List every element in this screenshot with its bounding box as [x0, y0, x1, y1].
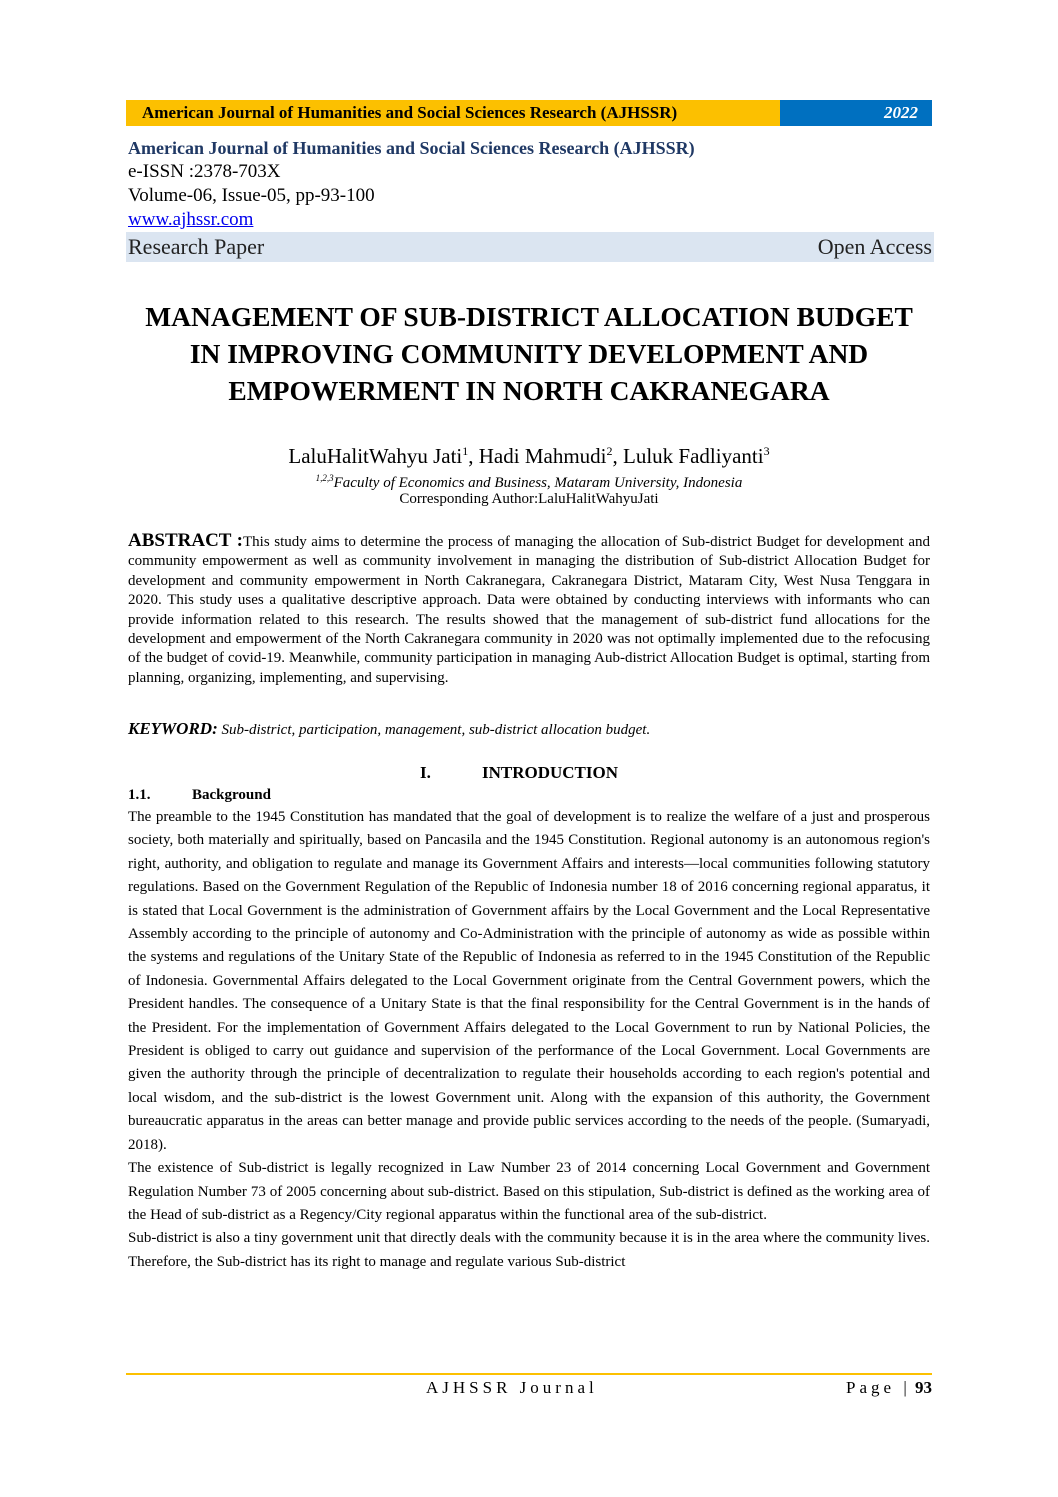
author-separator: ,	[612, 444, 623, 468]
paper-title	[100, 298, 958, 409]
section-number: I.	[420, 763, 431, 782]
keywords-text: Sub-district, participation, management, sub-district allocation budget.	[217, 722, 651, 738]
section-title: INTRODUCTION	[482, 763, 619, 782]
paragraph: The existence of Sub-district is legally recognized in Law Number 23 of 2014 concerning Local Government and Government Regulation Number 73 of 2005 concerning about sub-district. Based on this stipulation, Sub-district is defined as the working area of the Head of sub-district as a Regency/City regional apparatus within the functional area of the sub-district.	[128, 1160, 930, 1223]
keywords	[128, 719, 930, 740]
journal-volume: Volume-06, Issue-05, pp-93-100	[128, 185, 375, 206]
journal-info	[128, 136, 695, 232]
author-affil-sup: 3	[763, 444, 770, 458]
section-heading	[420, 763, 618, 783]
header-band	[126, 100, 932, 126]
author-name: Luluk Fadliyanti	[623, 444, 764, 468]
access-label: Open Access	[817, 234, 932, 259]
abstract	[128, 531, 930, 688]
journal-title: American Journal of Humanities and Social Sciences Research (AJHSSR)	[128, 138, 695, 158]
author-name: LaluHalitWahyu Jati	[288, 444, 463, 468]
subsection-title: Background	[192, 787, 271, 803]
journal-issn: e-ISSN :2378-703X	[128, 161, 281, 182]
keywords-label: KEYWORD:	[128, 719, 218, 738]
page-footer	[126, 1377, 932, 1399]
article-type-bar	[126, 232, 934, 262]
author-separator: ,	[468, 444, 479, 468]
author-affil-sup: 1	[462, 444, 469, 458]
paragraph: The preamble to the 1945 Constitution has mandated that the goal of development is to realize the welfare of a just and prosperous society, both materially and spiritually, based on Pancasila and the 1945 Constitution. Regional autonomy is an autonomous region's right, authority, and obligation to regulate and manage its Government Affairs and interests—local communities following statutory regulations. Based on the Government Regulation of the Republic of Indonesia number 18 of 2016 concerning regional apparatus, it is stated that Local Government is the administration of Government affairs by the Local Government and the Local Representative Assembly according to the principle of autonomy and Co-Administration with the principle of autonomy as wide as possible within the systems and regulations of the Unitary State of the Republic of Indonesia as referred to in the 1945 Constitution of the Republic of Indonesia. Governmental Affairs delegated to the Local Government originate from the Central Government powers, which the President handles. The consequence of a Unitary State is that the final responsibility for the Central Government is in the hands of the President. For the implementation of Government Affairs delegated to the Local Government to run by National Policies, the President is obliged to carry out guidance and supervision of the performance of the Local Government. Local Governments are given the authority through the principle of decentralization to regulate their households according to each region's potential and local wisdom, and the sub-district is the lowest Government unit. Along with the expansion of this authority, the Government bureaucratic apparatus in the areas can better manage and provide public services according to the needs of the people. (Sumaryadi, 2018).	[128, 809, 930, 1153]
paragraph: Sub-district is also a tiny government unit that directly deals with the community because it is in the area where the community lives. Therefore, the Sub-district has its right to manage and regulate various Sub-district	[128, 1230, 930, 1270]
title-line: EMPOWERMENT IN NORTH CAKRANEGARA	[228, 375, 830, 406]
abstract-text: This study aims to determine the process of managing the allocation of Sub-district Budget for development and community empowerment as well as community involvement in managing the distribution of Sub-district Allocation Budget for development and community empowerment in North Cakranegara, Cakranegara District, Mataram City, West Nusa Tenggara in 2020. This study uses a qualitative descriptive approach. Data were obtained by conducting interviews with informants who can provide information related to this research. The results showed that the management of sub-district fund allocations for the development and empowerment of the North Cakranegara community in 2020 was not optimally implemented due to the refocusing of the budget of covid-19. Meanwhile, community participation in managing Aub-district Allocation Budget is optimal, starting from planning, organizing, implementing, and supervising.	[128, 534, 930, 686]
journal-website-link[interactable]: www.ajhssr.com	[128, 209, 254, 230]
body-text	[128, 806, 930, 1274]
header-year: 2022	[780, 100, 932, 126]
corresponding-author: Corresponding Author:LaluHalitWahyuJati	[399, 491, 659, 507]
footer-page-number: 93	[915, 1378, 932, 1397]
author-affil-sup: 2	[606, 444, 613, 458]
subsection-number: 1.1.	[128, 787, 151, 803]
abstract-label: ABSTRACT :	[128, 530, 244, 551]
title-line: MANAGEMENT OF SUB-DISTRICT ALLOCATION BUDGET	[145, 301, 913, 332]
footer-page-label: Page |	[846, 1378, 911, 1397]
author-list	[100, 437, 958, 470]
footer-divider	[126, 1373, 932, 1375]
footer-page	[846, 1377, 932, 1399]
affiliation-sup: 1,2,3	[315, 473, 334, 483]
subsection-heading	[128, 785, 271, 805]
footer-journal: AJHSSR Journal	[426, 1378, 598, 1397]
header-journal-name: American Journal of Humanities and Social Sciences Research (AJHSSR)	[126, 100, 780, 126]
article-type-label: Research Paper	[128, 234, 265, 259]
affiliation-text: Faculty of Economics and Business, Mataram University, Indonesia	[333, 475, 743, 491]
author-name: Hadi Mahmudi	[478, 444, 607, 468]
title-line: IN IMPROVING COMMUNITY DEVELOPMENT AND	[189, 338, 869, 369]
